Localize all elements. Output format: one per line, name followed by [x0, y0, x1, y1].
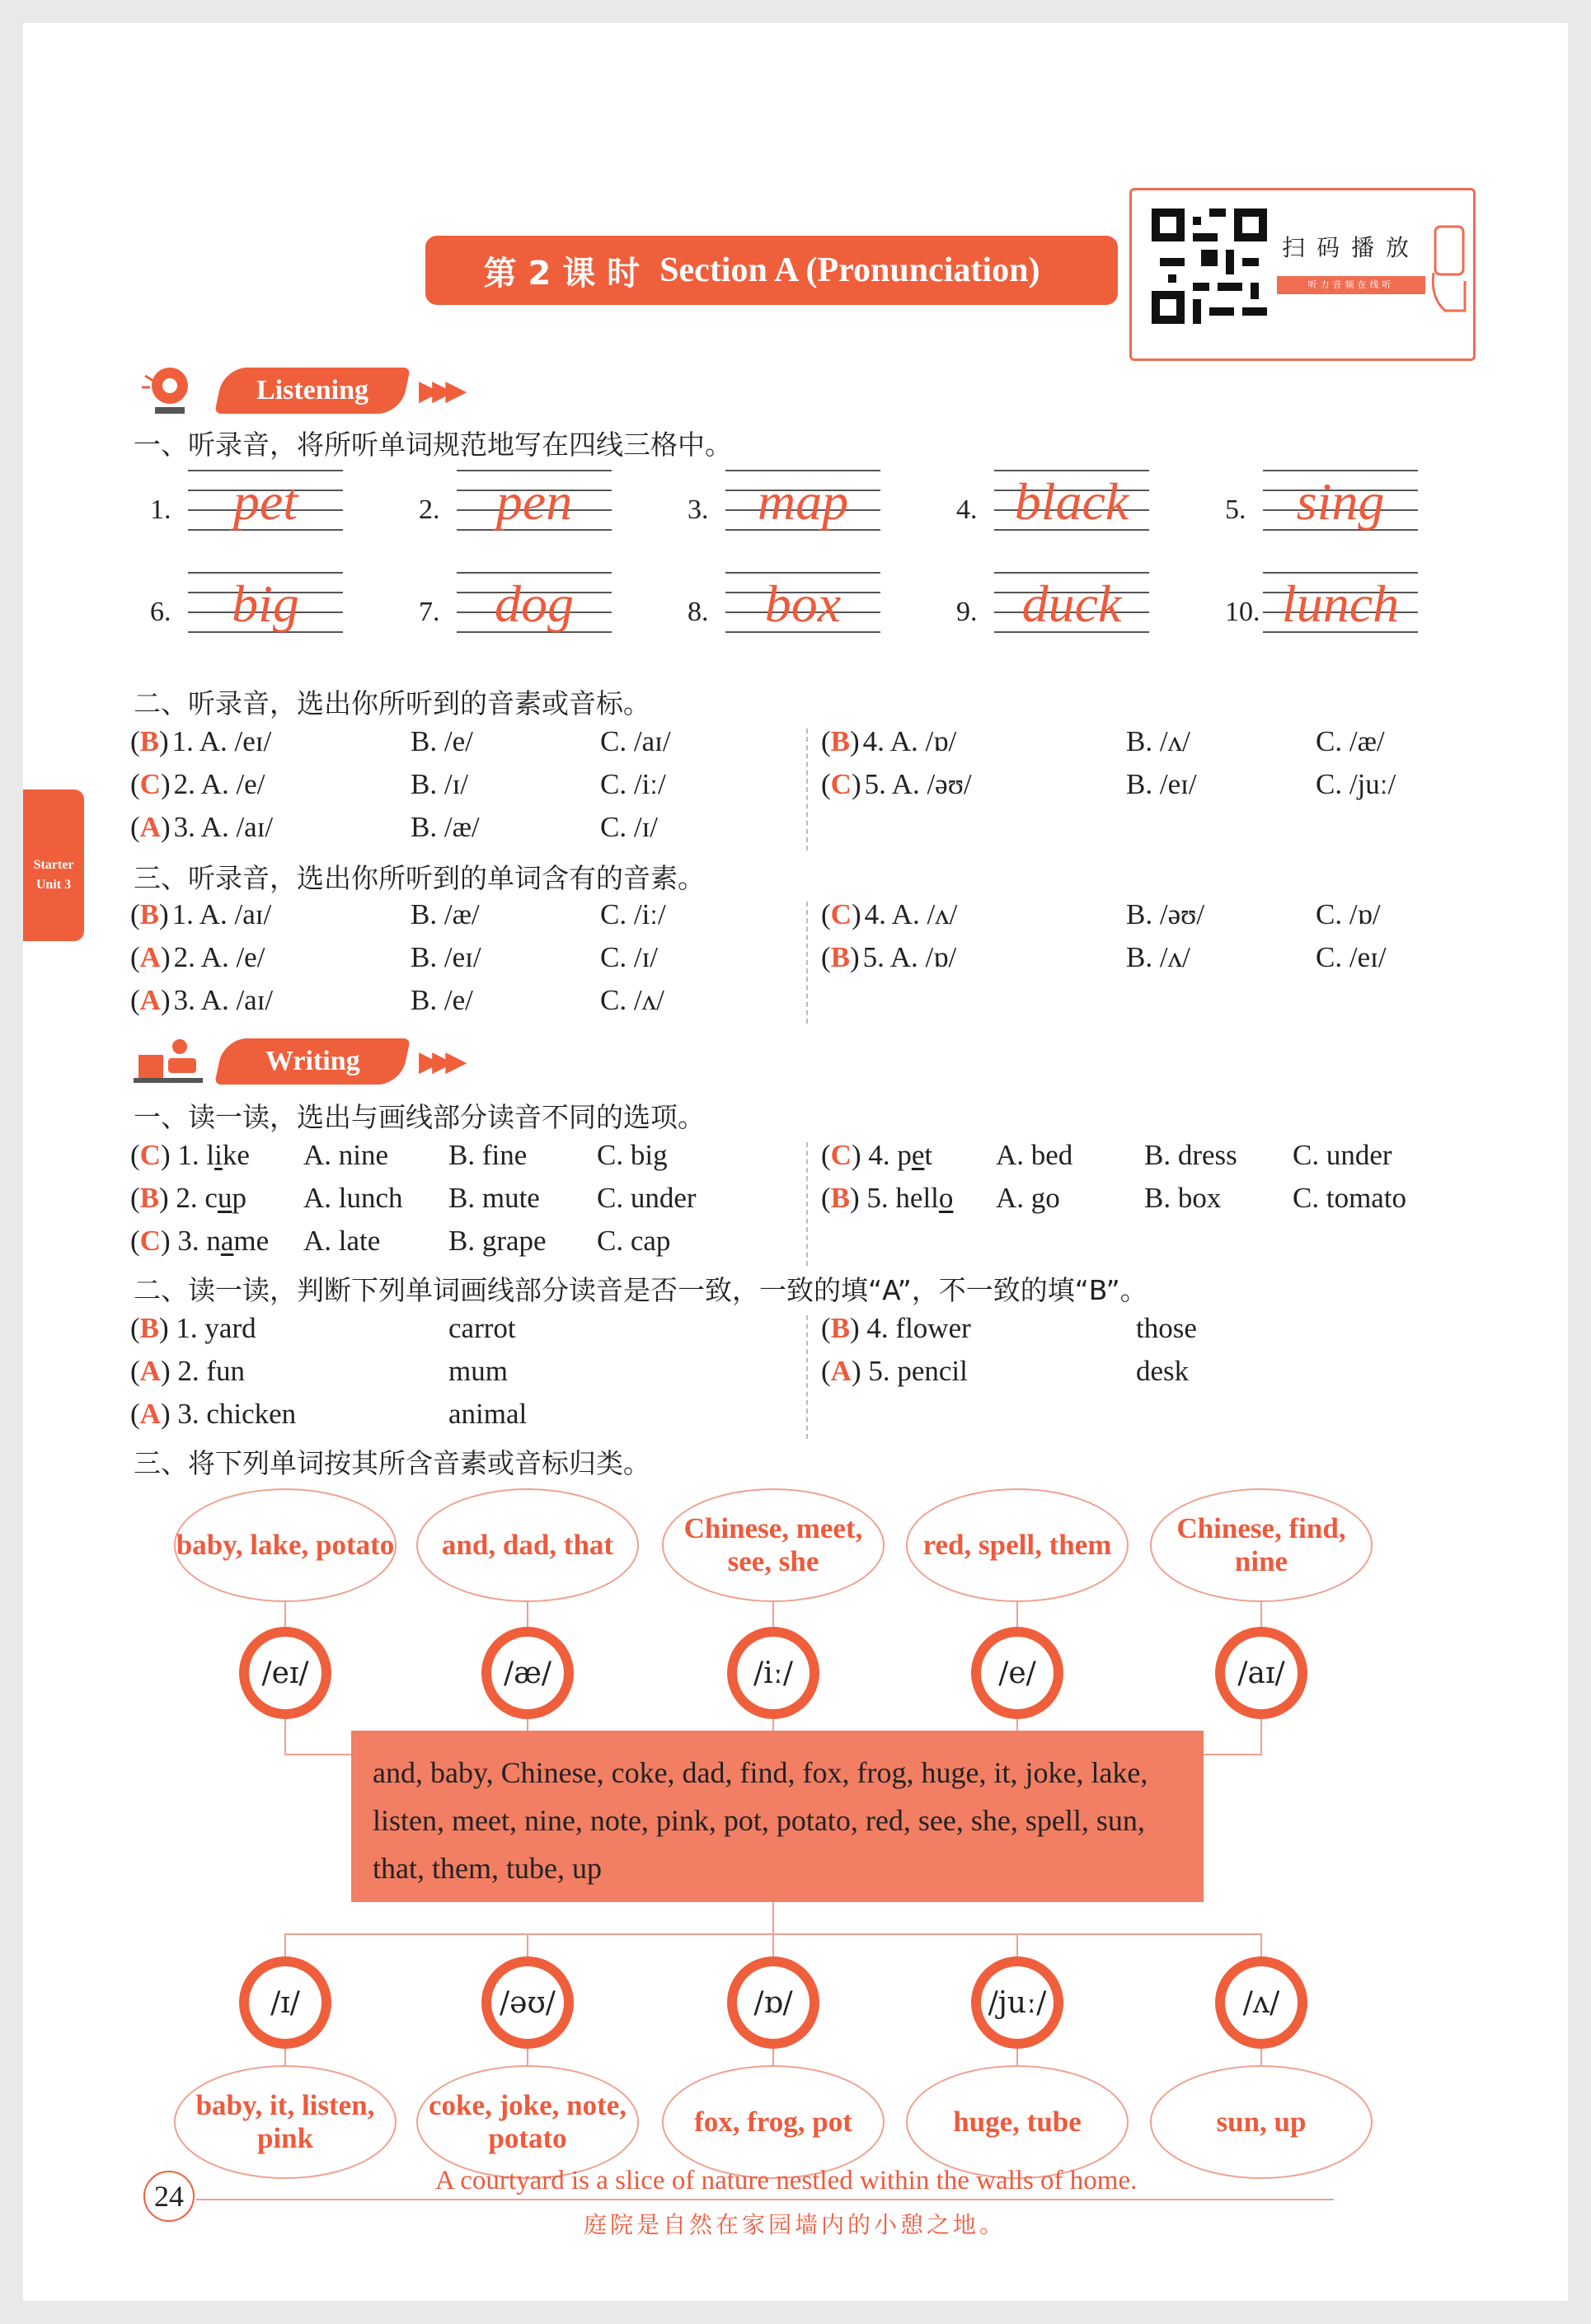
option-a: A. go [996, 1182, 1060, 1214]
grid-answer-word: pen [495, 472, 573, 531]
bottom-sound-circle [971, 1956, 1063, 2049]
four-line-grid [725, 569, 880, 635]
choice-row [130, 725, 271, 758]
writing-tab-label: Writing [265, 1046, 360, 1076]
stem-underlined: e [911, 1139, 925, 1171]
judge-row: (A) 3. chicken [130, 1398, 297, 1430]
question-option-a: 4. A. /ʌ/ [864, 898, 958, 930]
page-number: 24 [143, 2171, 195, 2222]
connector [1016, 1602, 1018, 1628]
four-line-grid [188, 466, 343, 532]
four-line-grid [457, 569, 612, 635]
connector [772, 1933, 774, 1958]
question-option-a: 1. A. /eɪ/ [171, 725, 272, 757]
option-c: C. cap [597, 1225, 671, 1257]
answer-letter: A [139, 811, 161, 843]
option-c: C. /iː/ [600, 768, 666, 800]
answer-letter: B [139, 1312, 160, 1344]
option-c: C. /iː/ [600, 898, 666, 930]
option-b: B. /e/ [411, 725, 473, 757]
connector [1260, 1719, 1262, 1755]
top-sound-circle [971, 1627, 1063, 1719]
word-bank: and, baby, Chinese, coke, dad, find, fox, frog, huge, it, joke, lake, listen, meet, nine, note, pink, pot, potato, red, see, she, spell, sun, that, them, tube, up [351, 1731, 1204, 1902]
word-two: carrot [448, 1312, 516, 1344]
grid-line [1263, 470, 1418, 471]
question-option-a: 2. A. /e/ [173, 768, 265, 800]
option-c: C. tomato [1293, 1182, 1407, 1214]
answer-paren: (B) [821, 941, 860, 973]
writing-part1-instruction: 一、读一读，选出与画线部分读音不同的选项。 [134, 1101, 705, 1133]
four-line-grid [1263, 466, 1418, 532]
choice-row: (B) 5. hello [821, 1182, 954, 1214]
sound-label: /ɒ/ [737, 1966, 810, 2039]
grid-answer-word: pet [232, 472, 298, 531]
answer-paren: (B) [130, 898, 169, 930]
option-b: B. /e/ [411, 984, 473, 1016]
choice-row: (C) 1. like [130, 1139, 250, 1171]
option-b: B. /eɪ/ [1126, 768, 1197, 800]
word-one: 5. pencil [868, 1355, 968, 1387]
connector [284, 1933, 286, 1958]
word-two: those [1136, 1312, 1197, 1344]
bottom-sound-circle [481, 1956, 574, 2049]
four-line-grid [725, 466, 880, 532]
listening-part2-instruction: 二、听录音，选出你所听到的音素或音标。 [134, 687, 650, 719]
stem-underlined: a [220, 1225, 234, 1257]
option-b: B. /æ/ [411, 811, 480, 843]
answer-paren: (C) [821, 898, 861, 930]
choice-row: (C) 3. name [130, 1225, 270, 1257]
connector [1016, 1933, 1018, 1958]
stem-post: me [233, 1225, 270, 1257]
grid-line [994, 470, 1149, 471]
top-word-bubble: Chinese, meet, see, she [662, 1488, 885, 1602]
listening-part1-instruction: 一、听录音，将所听单词规范地写在四线三格中。 [134, 429, 732, 461]
grid-item-number: 4. [956, 494, 978, 525]
connector [527, 1933, 528, 1958]
sound-label: /ɪ/ [249, 1966, 321, 2039]
option-b: B. /ɪ/ [411, 768, 469, 800]
grid-answer-word: dog [495, 574, 574, 633]
four-line-grid [1263, 569, 1418, 635]
sound-label: /æ/ [491, 1637, 564, 1709]
option-c: C. /eɪ/ [1316, 941, 1387, 973]
listening-tab-label: Listening [256, 375, 369, 405]
listening-tab [130, 359, 509, 419]
choice-row [130, 811, 273, 844]
sound-label: /juː/ [981, 1966, 1054, 2039]
answer-letter: B [830, 941, 851, 973]
column-divider [806, 729, 808, 850]
option-b: B. /ʌ/ [1126, 725, 1190, 757]
question-option-a: 1. A. /aɪ/ [171, 898, 272, 930]
grid-answer-word: box [764, 574, 842, 633]
answer-letter: B [139, 1182, 160, 1214]
top-word-bubble: Chinese, find, nine [1150, 1488, 1373, 1602]
grid-item-number: 5. [1225, 494, 1246, 525]
sound-label: /iː/ [737, 1637, 810, 1709]
top-sound-circle [481, 1627, 574, 1719]
column-divider [806, 1142, 808, 1266]
answer-letter: B [139, 898, 160, 930]
footer-quote-cn: 庭院是自然在家园墙内的小憩之地。 [584, 2211, 1007, 2238]
sound-label: /aɪ/ [1225, 1637, 1298, 1709]
qr-code-icon[interactable] [1152, 209, 1267, 324]
sound-label: /əʊ/ [491, 1966, 564, 2039]
stem-pre: 1. l [177, 1139, 215, 1171]
grid-item-number: 2. [419, 494, 440, 525]
writing-part3-instruction: 三、将下列单词按其所含音素或音标归类。 [134, 1447, 650, 1479]
answer-paren: (B) [821, 725, 860, 757]
stem-pre: 4. p [868, 1139, 912, 1171]
grid-item-number: 8. [688, 597, 709, 627]
question-option-a: 5. A. /ɒ/ [862, 941, 957, 973]
bottom-sound-circle [727, 1956, 819, 2049]
writing-part2-instruction: 二、读一读，判断下列单词画线部分读音是否一致，一致的填“A”，不一致的填“B”。 [134, 1274, 1147, 1306]
connector [527, 1602, 528, 1628]
bottom-sound-circle [239, 1956, 331, 2049]
writing-desk-icon [130, 1030, 209, 1089]
answer-letter: A [139, 984, 161, 1016]
word-one: 4. flower [866, 1312, 971, 1344]
answer-letter: B [830, 1182, 851, 1214]
writing-tab [130, 1030, 509, 1089]
grid-item-number: 9. [956, 597, 978, 627]
answer-paren: (C) [130, 768, 171, 800]
stem-pre: 2. c [176, 1182, 218, 1214]
option-c: C. big [597, 1139, 668, 1171]
question-option-a: 4. A. /ɒ/ [862, 725, 957, 757]
top-word-bubble: and, dad, that [416, 1488, 639, 1602]
grid-answer-word: map [757, 472, 849, 531]
option-c: C. /ɒ/ [1316, 898, 1381, 930]
answer-paren: (C) [821, 768, 861, 800]
option-b: B. grape [448, 1225, 547, 1257]
hand-phone-icon [1429, 223, 1470, 314]
grid-line [188, 470, 343, 471]
answer-letter: C [830, 898, 852, 930]
choice-row [821, 898, 957, 931]
answer-letter: C [139, 1225, 161, 1257]
answer-letter: A [139, 1398, 161, 1430]
sound-label: /e/ [981, 1637, 1054, 1709]
option-c: C. /ɪ/ [600, 941, 659, 973]
answer-letter: A [139, 1355, 161, 1387]
four-line-grid [457, 466, 612, 532]
bottom-word-bubble: sun, up [1150, 2065, 1373, 2179]
grid-line [994, 572, 1149, 574]
word-two: desk [1136, 1355, 1190, 1387]
grid-item-number: 3. [688, 494, 709, 525]
bottom-word-bubble: fox, frog, pot [662, 2065, 885, 2179]
top-sound-circle [727, 1627, 819, 1719]
grid-item-number: 7. [419, 597, 440, 627]
workbook-page [23, 23, 1568, 2301]
option-c: C. /ʌ/ [600, 984, 664, 1016]
choice-row [821, 768, 972, 801]
side-tab-line2: Unit 3 [35, 878, 72, 892]
top-sound-circle [1215, 1627, 1307, 1719]
lesson-header [425, 236, 1118, 305]
top-sound-circle [239, 1627, 331, 1719]
qr-panel[interactable] [1129, 188, 1476, 361]
option-a: A. late [303, 1225, 381, 1257]
listening-part3-instruction: 三、听录音，选出你所听到的单词含有的音素。 [134, 862, 705, 894]
connector [772, 1602, 774, 1628]
connector [284, 2049, 286, 2067]
question-option-a: 3. A. /aɪ/ [173, 984, 274, 1016]
grid-line [188, 572, 343, 574]
option-b: B. /əʊ/ [1126, 898, 1205, 930]
stem-pre: 5. hell [866, 1182, 939, 1214]
footer-quote-en: A courtyard is a slice of nature nestled within the walls of home. [435, 2166, 1138, 2195]
stem-post: t [924, 1139, 933, 1171]
choice-row [130, 898, 271, 931]
question-option-a: 3. A. /aɪ/ [173, 811, 274, 843]
answer-paren: (A) [130, 941, 171, 973]
answer-letter: B [830, 1312, 851, 1344]
answer-letter: A [139, 941, 161, 973]
grid-line [457, 470, 612, 471]
stem-underlined: i [214, 1139, 223, 1171]
bell-icon [130, 359, 209, 419]
bottom-word-bubble: huge, tube [906, 2065, 1129, 2179]
grid-item-number: 10. [1225, 597, 1260, 627]
option-b: B. /ʌ/ [1126, 941, 1190, 973]
side-tab-line1: Starter [33, 858, 74, 872]
option-c: C. /æ/ [1316, 725, 1385, 757]
arrows-icon: ▶▶▶ [419, 374, 459, 407]
choice-row: (B) 2. cup [130, 1182, 246, 1214]
word-two: mum [448, 1355, 508, 1387]
column-divider [806, 1315, 808, 1439]
option-b: B. box [1144, 1182, 1222, 1214]
answer-paren: (A) [130, 984, 171, 1016]
unit-side-tab [23, 790, 84, 941]
word-two: animal [448, 1398, 528, 1430]
answer-paren: (A) [130, 811, 171, 843]
grid-answer-word: big [232, 574, 299, 633]
sound-label: /ʌ/ [1225, 1966, 1298, 2039]
top-word-bubble: red, spell, them [906, 1488, 1129, 1602]
choice-row: (C) 4. pet [821, 1139, 933, 1171]
word-one: 1. yard [176, 1312, 256, 1344]
connector [1260, 1933, 1262, 1958]
judge-row: (B) 4. flower [821, 1312, 971, 1344]
grid-line [725, 572, 880, 574]
section-title: Section A (Pronunciation) [659, 251, 1040, 289]
answer-paren: (B) [130, 725, 169, 757]
connector [1260, 2049, 1262, 2067]
footer-divider [196, 2199, 1334, 2200]
answer-letter: B [830, 725, 851, 757]
grid-answer-word: duck [1021, 574, 1122, 633]
column-divider [806, 902, 808, 1024]
grid-line [725, 470, 880, 471]
qr-caption: 扫码播放 [1282, 234, 1421, 261]
choice-row [821, 725, 956, 758]
choice-row [130, 984, 273, 1017]
sound-label: /eɪ/ [249, 1637, 321, 1709]
option-b: B. /æ/ [411, 898, 480, 930]
grid-line [1263, 572, 1418, 574]
word-one: 2. fun [177, 1355, 245, 1387]
lesson-label: 第 2 课 时 [483, 254, 641, 293]
judge-row: (A) 2. fun [130, 1355, 245, 1387]
option-c: C. under [1293, 1139, 1392, 1171]
answer-letter: C [830, 1139, 852, 1171]
connector [772, 2049, 774, 2067]
option-a: A. lunch [303, 1182, 403, 1214]
arrows-icon: ▶▶▶ [419, 1045, 459, 1078]
connector [1016, 2049, 1018, 2067]
option-b: B. /eɪ/ [411, 941, 481, 973]
answer-letter: C [139, 1139, 161, 1171]
option-b: B. fine [448, 1139, 528, 1171]
choice-row [130, 941, 265, 974]
connector [284, 1602, 286, 1628]
bottom-sound-circle [1215, 1956, 1307, 2049]
judge-row: (A) 5. pencil [821, 1355, 968, 1387]
option-a: A. bed [996, 1139, 1073, 1171]
stem-post: p [232, 1182, 246, 1214]
word-one: 3. chicken [177, 1398, 297, 1430]
connector [527, 2049, 528, 2067]
choice-row [821, 941, 956, 974]
bottom-word-bubble: coke, joke, note, potato [416, 2065, 639, 2179]
qr-subcaption: 听力音频在线听 [1277, 276, 1425, 294]
stem-underlined: o [938, 1182, 954, 1214]
option-c: C. /juː/ [1316, 768, 1396, 800]
choice-row [130, 768, 265, 801]
connector [772, 1902, 774, 1935]
stem-underlined: u [217, 1182, 232, 1214]
grid-answer-word: lunch [1281, 574, 1400, 633]
grid-line [457, 572, 612, 574]
option-b: B. mute [448, 1182, 540, 1214]
option-c: C. /aɪ/ [600, 725, 671, 757]
answer-letter: B [139, 725, 160, 757]
stem-pre: 3. n [177, 1225, 221, 1257]
question-option-a: 5. A. /əʊ/ [864, 768, 972, 800]
four-line-grid [994, 466, 1149, 532]
judge-row: (B) 1. yard [130, 1312, 256, 1344]
connector [284, 1719, 286, 1755]
answer-letter: A [830, 1355, 852, 1387]
option-a: A. nine [303, 1139, 389, 1171]
answer-letter: C [139, 768, 161, 800]
grid-answer-word: sing [1296, 472, 1385, 531]
grid-answer-word: black [1014, 472, 1129, 531]
top-word-bubble: baby, lake, potato [174, 1488, 397, 1602]
option-c: C. /ɪ/ [600, 811, 659, 843]
stem-post: ke [222, 1139, 250, 1171]
grid-item-number: 6. [150, 597, 171, 627]
connector [1260, 1602, 1262, 1628]
four-line-grid [994, 569, 1149, 635]
option-c: C. under [597, 1182, 697, 1214]
grid-item-number: 1. [150, 494, 171, 525]
bottom-word-bubble: baby, it, listen, pink [174, 2065, 397, 2179]
question-option-a: 2. A. /e/ [173, 941, 265, 973]
option-b: B. dress [1144, 1139, 1237, 1171]
four-line-grid [188, 569, 343, 635]
answer-letter: C [830, 768, 852, 800]
